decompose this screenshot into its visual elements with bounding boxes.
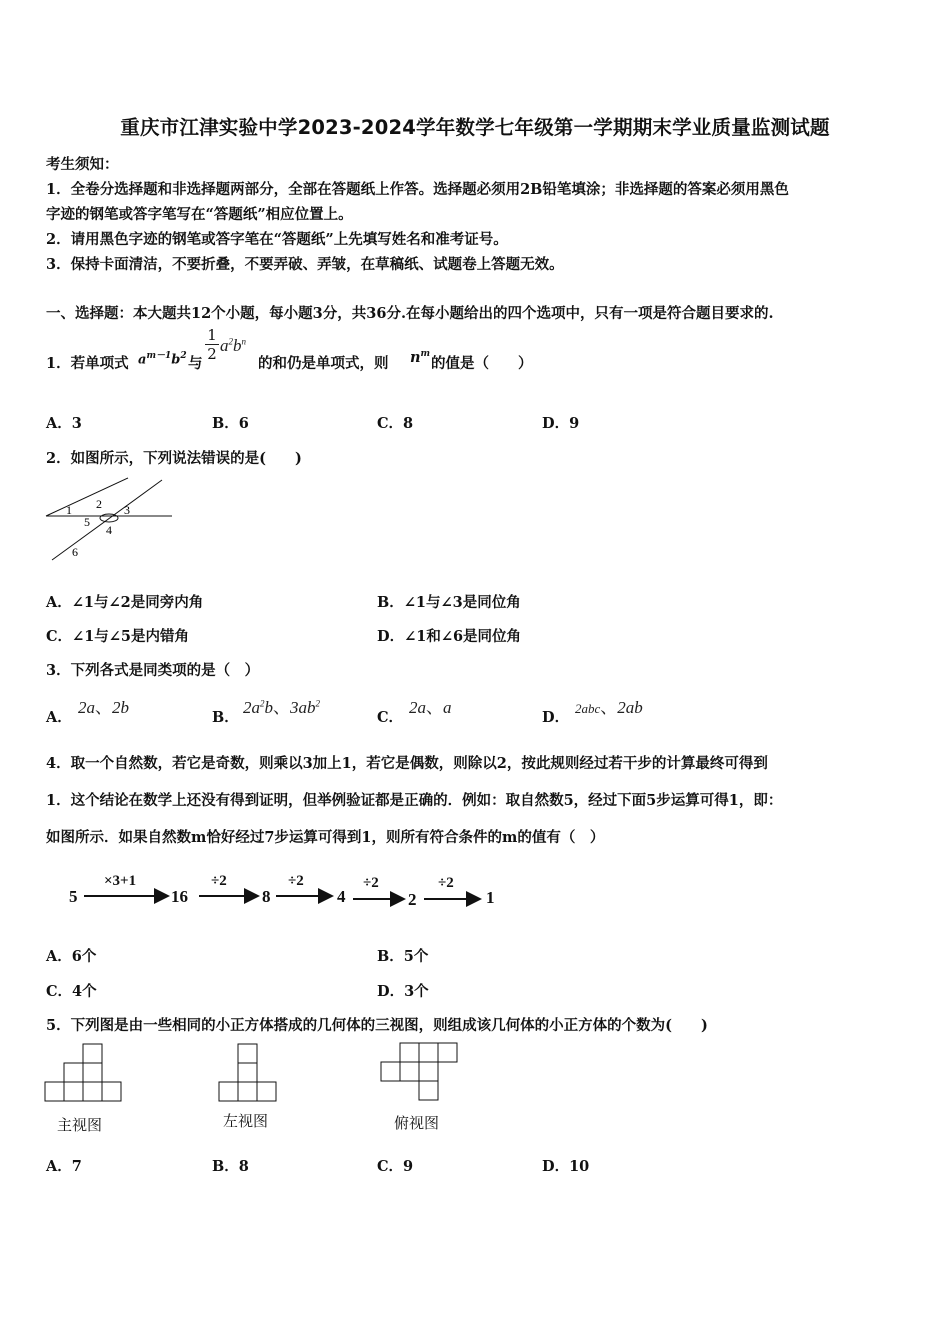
- question-4-line-2: 1．这个结论在数学上还没有得到证明，但举例验证都是正确的．例如：取自然数5，经过下面5步运算可得1，即：: [46, 792, 783, 809]
- question-2-option-d[interactable]: D．∠1和∠6是同位角: [377, 628, 522, 645]
- question-3-option-d-expr: 2abc、2ab: [575, 698, 643, 717]
- question-1-option-d[interactable]: D．9: [542, 415, 580, 432]
- question-4-option-a[interactable]: A．6个: [46, 948, 97, 965]
- question-1-option-c[interactable]: C．8: [377, 415, 414, 432]
- question-4-line-3: 如图所示．如果自然数m恰好经过7步运算可得到1，则所有符合条件的m的值有（ ）: [46, 829, 605, 846]
- question-4-operation-chain: [66, 866, 506, 916]
- chain-number-16: 16: [171, 887, 188, 906]
- chain-number-5: 5: [69, 887, 78, 906]
- question-1-term1: $a^{m-1}b^2$: [138, 351, 187, 368]
- question-3-option-a-expr: 2a、2b: [78, 698, 129, 717]
- question-1-prefix: 1．若单项式: [46, 355, 129, 372]
- question-1-suffix-2: 的值是（ ）: [431, 355, 533, 372]
- left-view-label: 左视图: [223, 1112, 269, 1130]
- angle-label-6: 6: [72, 545, 78, 559]
- question-1-n-power: $n^m$: [410, 349, 431, 366]
- chain-op-div2-4: ÷2: [438, 875, 454, 891]
- question-3-option-d[interactable]: D．: [542, 709, 570, 726]
- notice-item-3: 3．保持卡面清洁，不要折叠，不要弄破、弄皱，在草稿纸、试题卷上答题无效。: [46, 256, 564, 273]
- question-3-option-c[interactable]: C．: [377, 709, 404, 726]
- question-4-option-b[interactable]: B．5个: [377, 948, 429, 965]
- notice-item-1-line-2: 字迹的钢笔或答字笔写在“答题纸”相应位置上。: [46, 206, 353, 223]
- chain-op-times3plus1: ×3+1: [104, 873, 137, 889]
- question-3-option-c-expr: 2a、a: [409, 698, 452, 717]
- chain-number-1: 1: [486, 888, 495, 907]
- question-4-option-c[interactable]: C．4个: [46, 983, 97, 1000]
- section-heading: 一、选择题：本大题共12个小题，每小题3分，共36分.在每小题给出的四个选项中，只有一项是符合题目要求的.: [46, 305, 774, 322]
- question-2-stem: 2．如图所示，下列说法错误的是( ): [46, 450, 302, 467]
- angle-label-3: 3: [124, 503, 130, 517]
- question-1-suffix: 的和仍是单项式，则: [258, 355, 389, 372]
- chain-number-8: 8: [262, 887, 271, 906]
- angle-label-4: 4: [106, 523, 112, 537]
- notice-item-2: 2．请用黑色字迹的钢笔或答字笔在“答题纸”上先填写姓名和准考证号。: [46, 231, 508, 248]
- question-1-option-b[interactable]: B．6: [212, 415, 249, 432]
- chain-op-div2-1: ÷2: [211, 873, 227, 889]
- question-1-with: 与: [188, 355, 203, 372]
- question-5-option-c[interactable]: C．9: [377, 1158, 414, 1175]
- question-2-option-c[interactable]: C．∠1与∠5是内错角: [46, 628, 190, 645]
- question-5-stem: 5．下列图是由一些相同的小正方体搭成的几何体的三视图，则组成该几何体的小正方体的个数为( ): [46, 1017, 708, 1034]
- top-view-label: 俯视图: [394, 1114, 440, 1132]
- left-view-figure: [218, 1042, 280, 1104]
- question-4-line-1: 4．取一个自然数，若它是奇数，则乘以3加上1，若它是偶数，则除以2，按此规则经过若干步的计算最终可得到: [46, 755, 768, 772]
- question-2-option-a[interactable]: A．∠1与∠2是同旁内角: [46, 594, 204, 611]
- question-2-option-b[interactable]: B．∠1与∠3是同位角: [377, 594, 521, 611]
- front-view-label: 主视图: [57, 1116, 103, 1134]
- angle-label-1: 1: [66, 503, 72, 517]
- chain-op-div2-2: ÷2: [288, 873, 304, 889]
- page-title: 重庆市江津实验中学2023-2024学年数学七年级第一学期期末学业质量监测试题: [120, 116, 830, 139]
- question-3-option-b[interactable]: B．: [212, 709, 239, 726]
- front-view-figure: [44, 1042, 126, 1104]
- question-3-option-a[interactable]: A．: [46, 709, 72, 726]
- question-3-stem: 3．下列各式是同类项的是（ ）: [46, 662, 260, 679]
- question-3-option-b-expr: $2a^2b$、$3ab^2$: [243, 698, 320, 717]
- notice-heading: 考生须知：: [46, 156, 119, 173]
- question-1-term2: $a^2b^n$: [220, 336, 246, 355]
- angle-label-5: 5: [84, 515, 90, 529]
- question-5-option-a[interactable]: A．7: [46, 1158, 82, 1175]
- chain-number-4: 4: [337, 887, 346, 906]
- question-1-fraction: 1 2: [205, 326, 219, 363]
- question-4-option-d[interactable]: D．3个: [377, 983, 429, 1000]
- chain-op-div2-3: ÷2: [363, 875, 379, 891]
- chain-number-2: 2: [408, 890, 417, 909]
- notice-item-1-line-1: 1．全卷分选择题和非选择题两部分，全部在答题纸上作答。选择题必须用2B铅笔填涂；非选择题的答案必须用黑色: [46, 181, 789, 198]
- question-5-option-b[interactable]: B．8: [212, 1158, 249, 1175]
- question-5-option-d[interactable]: D．10: [542, 1158, 590, 1175]
- question-1-option-a[interactable]: A．3: [46, 415, 82, 432]
- question-2-angle-figure: [42, 474, 177, 566]
- top-view-figure: [379, 1040, 463, 1104]
- angle-label-2: 2: [96, 497, 102, 511]
